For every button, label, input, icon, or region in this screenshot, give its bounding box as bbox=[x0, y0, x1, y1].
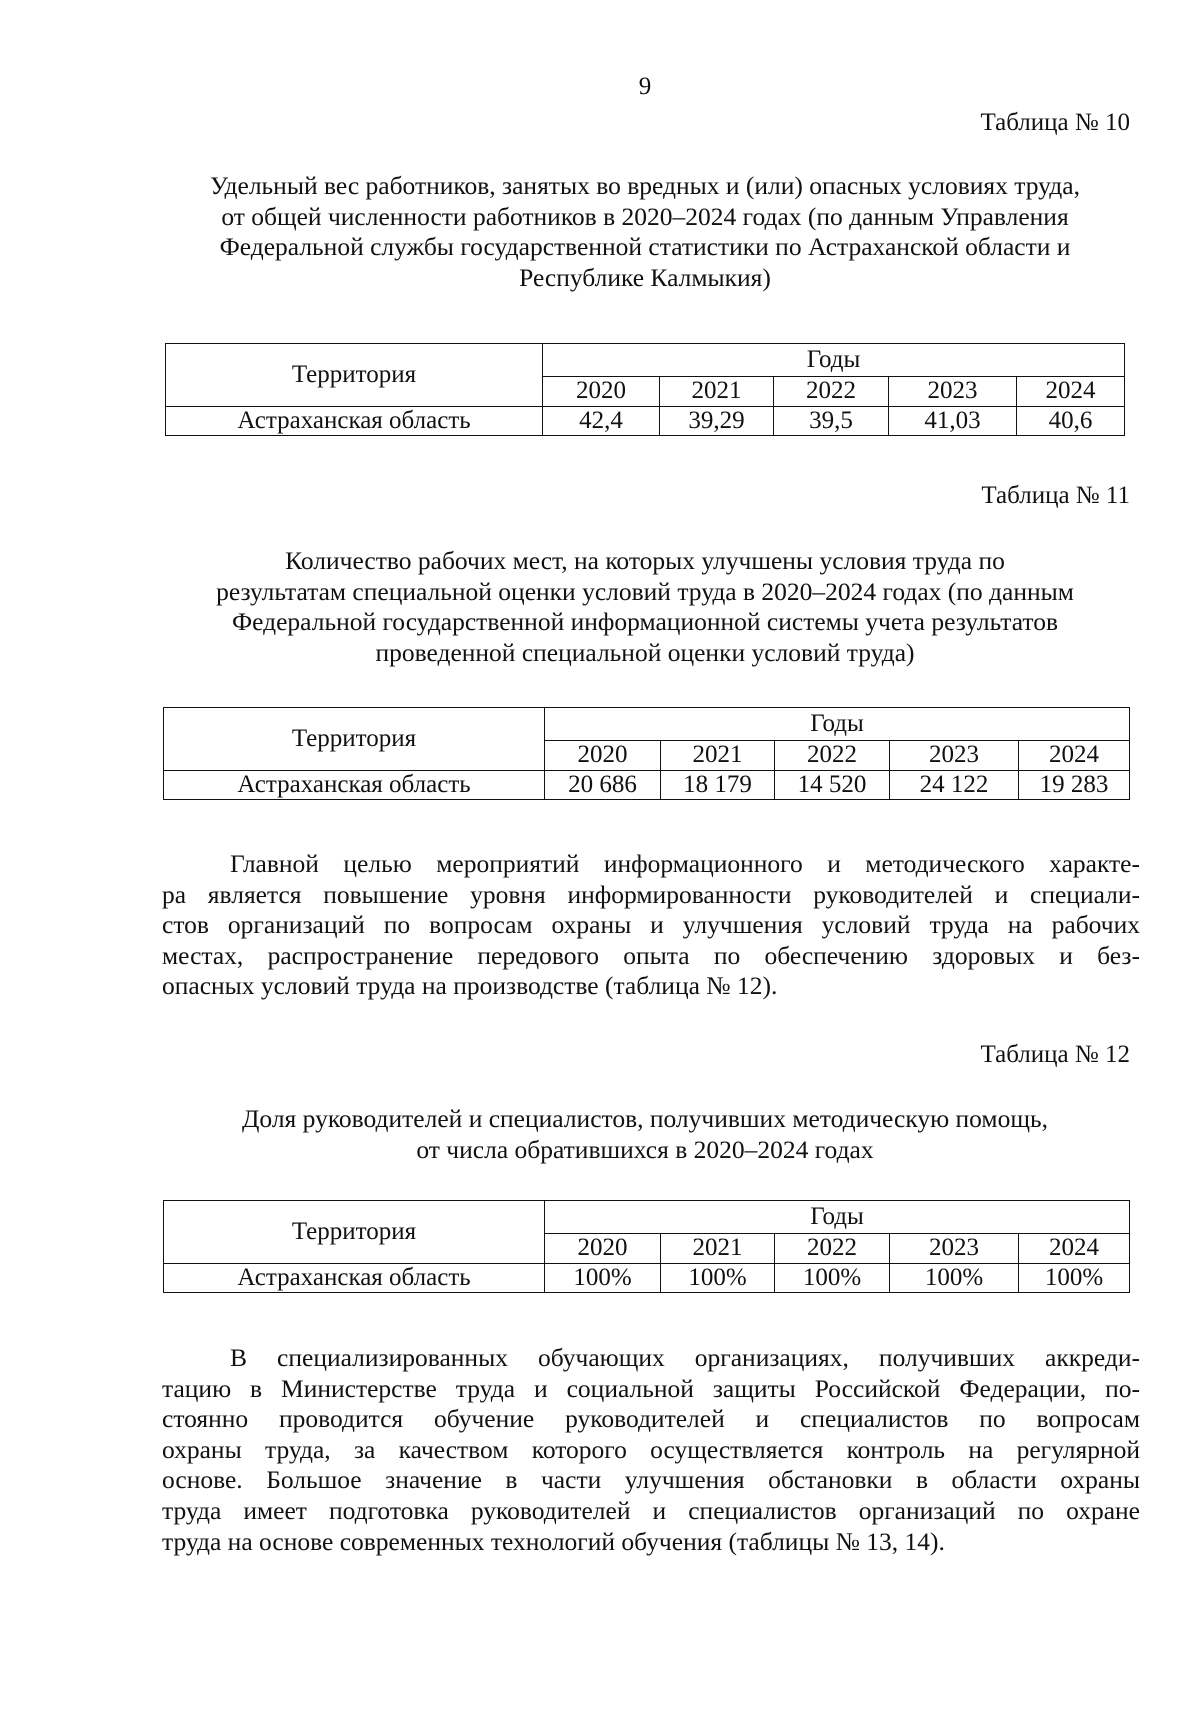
value-cell: 19 283 bbox=[1019, 771, 1130, 800]
table-10-label: Таблица № 10 bbox=[980, 109, 1130, 136]
paragraph-line: опасных условий труда на производстве (таблица № 12). bbox=[162, 971, 778, 1001]
value-cell: 18 179 bbox=[661, 771, 775, 800]
territory-header: Территория bbox=[164, 1201, 545, 1264]
value-cell: 40,6 bbox=[1017, 407, 1125, 436]
year-header-cell: 2024 bbox=[1017, 376, 1125, 406]
caption-line: Удельный вес работников, занятых во вредных и (или) опасных условиях труда, bbox=[210, 171, 1080, 200]
body-paragraph bbox=[162, 1343, 1140, 1557]
paragraph-line: труда на основе современных технологий обучения (таблицы № 13, 14). bbox=[162, 1526, 945, 1556]
caption-line: проведенной специальной оценки условий труда) bbox=[375, 637, 915, 667]
table-10-caption bbox=[150, 171, 1140, 293]
page-number: 9 bbox=[638, 73, 652, 100]
value-cell: 24 122 bbox=[890, 771, 1019, 800]
caption-line: от числа обратившихся в 2020–2024 годах bbox=[416, 1134, 874, 1164]
year-header-cell: 2022 bbox=[775, 1233, 890, 1263]
value-cell: 100% bbox=[890, 1264, 1019, 1293]
paragraph-line: стов организаций по вопросам охраны и улучшения условий труда на рабочих bbox=[162, 910, 1140, 940]
year-header-cell: 2024 bbox=[1019, 740, 1130, 770]
year-header-cell: 2024 bbox=[1019, 1233, 1130, 1263]
paragraph-line: Главной целью мероприятий информационного и методического характе- bbox=[230, 849, 1140, 878]
year-header-cell: 2021 bbox=[661, 740, 775, 770]
caption-line: Федеральной государственной информационной системы учета результатов bbox=[232, 607, 1058, 636]
table-row bbox=[166, 407, 1125, 436]
year-header-cell: 2021 bbox=[660, 376, 774, 406]
year-header-cell: 2023 bbox=[889, 376, 1017, 406]
year-header-cell: 2021 bbox=[661, 1233, 775, 1263]
paragraph-line: ра является повышение уровня информированности руководителей и специали- bbox=[162, 879, 1140, 909]
table-row bbox=[164, 1264, 1130, 1293]
territory-cell: Астраханская область bbox=[164, 1264, 545, 1293]
territory-cell: Астраханская область bbox=[164, 771, 545, 800]
table-11 bbox=[163, 707, 1130, 800]
table-10 bbox=[165, 343, 1125, 436]
table-row bbox=[164, 771, 1130, 800]
year-header-cell: 2020 bbox=[545, 1233, 661, 1263]
caption-line: Федеральной службы государственной статистики по Астраханской области и bbox=[219, 232, 1071, 261]
caption-line: Доля руководителей и специалистов, получивших методическую помощь, bbox=[242, 1104, 1048, 1133]
year-header-cell: 2020 bbox=[543, 376, 660, 406]
year-header-cell: 2020 bbox=[545, 740, 661, 770]
years-header: Годы bbox=[543, 344, 1125, 377]
paragraph-line: труда имеет подготовка руководителей и специалистов организаций по охране bbox=[162, 1495, 1140, 1525]
table-11-caption bbox=[150, 546, 1140, 668]
territory-header: Территория bbox=[166, 344, 543, 407]
paragraph-line: охраны труда, за качеством которого осуществляется контроль на регулярной bbox=[162, 1434, 1140, 1464]
year-header-cell: 2023 bbox=[890, 1233, 1019, 1263]
value-cell: 20 686 bbox=[545, 771, 661, 800]
table-11-label: Таблица № 11 bbox=[981, 482, 1130, 509]
value-cell: 100% bbox=[545, 1264, 661, 1293]
territory-cell: Астраханская область bbox=[166, 407, 543, 436]
paragraph-line: В специализированных обучающих организациях, получивших аккреди- bbox=[230, 1343, 1140, 1372]
year-header-cell: 2022 bbox=[775, 740, 890, 770]
year-header-cell: 2022 bbox=[774, 376, 889, 406]
body-paragraph bbox=[162, 849, 1140, 1002]
territory-header: Территория bbox=[164, 708, 545, 771]
paragraph-line: основе. Большое значение в части улучшения обстановки в области охраны bbox=[162, 1465, 1140, 1495]
paragraph-line: тацию в Министерстве труда и социальной защиты Российской Федерации, по- bbox=[162, 1373, 1140, 1403]
years-header: Годы bbox=[545, 708, 1130, 741]
paragraph-line: местах, распространение передового опыта по обеспечению здоровых и без- bbox=[162, 940, 1140, 970]
value-cell: 39,29 bbox=[660, 407, 774, 436]
table-12-caption bbox=[150, 1104, 1140, 1165]
value-cell: 41,03 bbox=[889, 407, 1017, 436]
caption-line: Республике Калмыкия) bbox=[519, 262, 771, 292]
value-cell: 14 520 bbox=[775, 771, 890, 800]
value-cell: 100% bbox=[1019, 1264, 1130, 1293]
value-cell: 39,5 bbox=[774, 407, 889, 436]
years-header: Годы bbox=[545, 1201, 1130, 1234]
value-cell: 42,4 bbox=[543, 407, 660, 436]
caption-line: от общей численности работников в 2020–2024 годах (по данным Управления bbox=[221, 201, 1069, 231]
caption-line: результатам специальной оценки условий труда в 2020–2024 годах (по данным bbox=[216, 576, 1074, 606]
value-cell: 100% bbox=[661, 1264, 775, 1293]
year-header-cell: 2023 bbox=[890, 740, 1019, 770]
paragraph-line: стоянно проводится обучение руководителей и специалистов по вопросам bbox=[162, 1404, 1140, 1434]
table-12 bbox=[163, 1200, 1130, 1293]
caption-line: Количество рабочих мест, на которых улучшены условия труда по bbox=[285, 546, 1005, 575]
table-12-label: Таблица № 12 bbox=[980, 1041, 1130, 1068]
value-cell: 100% bbox=[775, 1264, 890, 1293]
